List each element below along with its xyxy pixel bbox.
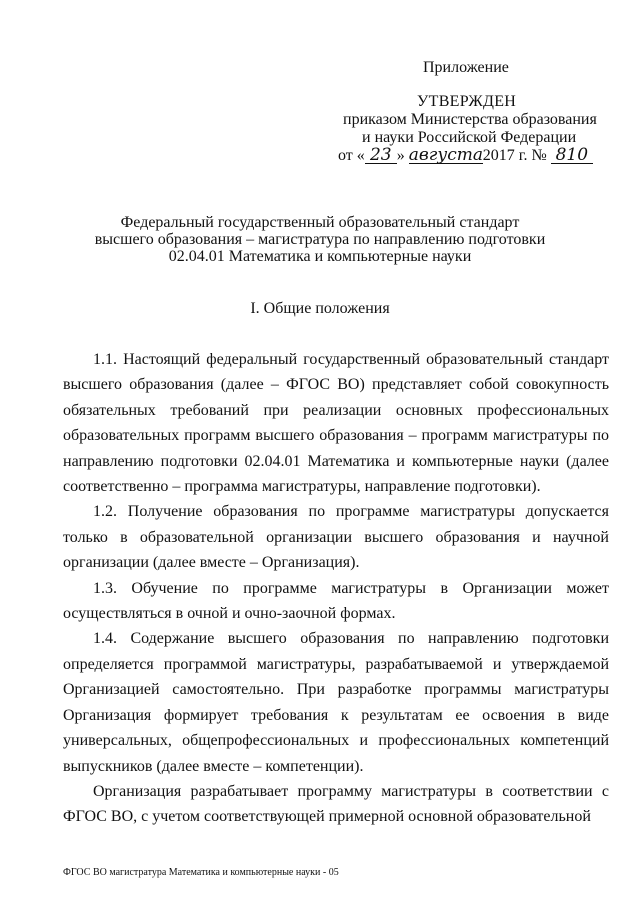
body-text <box>63 347 609 830</box>
date-prefix: от « <box>338 147 365 164</box>
order-line-1: приказом Министерства образования <box>343 111 597 128</box>
order-line-2: и науки Российской Федерации <box>362 129 577 146</box>
date-day-handwritten: 23 <box>365 147 397 164</box>
paragraph-1-4: 1.4. Содержание высшего образования по направлению подготовки определяется программой магистратуры, разрабатываемой и утверждаемой Организацией самостоятельно. При разработке программы магистратуры Организация формирует требования к результатам ее освоения в виде универсальных, общепрофессиональных и профессиональных компетенций выпускников (далее вместе – компетенции). <box>63 630 609 775</box>
approved-label: УТВЕРЖДЕН <box>417 93 517 110</box>
order-date-line <box>338 147 593 165</box>
date-year: 2017 г. № <box>482 147 547 164</box>
order-number-handwritten: 810 <box>551 147 593 164</box>
title-line-2: высшего образования – магистратура по направлению подготовки <box>94 231 546 248</box>
paragraph-1-3: 1.3. Обучение по программе магистратуры в Организации может осуществляться в очной и очно-заочной формах. <box>63 579 609 623</box>
paragraph-1-1: 1.1. Настоящий федеральный государственный образовательный стандарт высшего образования (далее – ФГОС ВО) представляет собой совокупность обязательных требований при реализации основных профессиональных образовательных программ высшего образования – программ магистратуры по направлению подготовки 02.04.01 Математика и компьютерные науки (далее соответственно – программа магистратуры, направление подготовки). <box>63 351 609 496</box>
section-heading: I. Общие положения <box>250 300 390 317</box>
title-line-3: 02.04.01 Математика и компьютерные науки <box>168 248 472 265</box>
appendix-label: Приложение <box>423 59 509 76</box>
paragraph-continued: Организация разрабатывает программу магистратуры в соответствии с ФГОС ВО, с учетом соответствующей примерной основной образовательной <box>63 782 609 826</box>
page-footer: ФГОС ВО магистратура Математика и компьютерные науки - 05 <box>63 867 339 878</box>
date-month-handwritten: августа <box>408 145 484 165</box>
date-mid: » <box>396 147 405 164</box>
title-line-1: Федеральный государственный образовательный стандарт <box>120 214 520 231</box>
paragraph-1-2: 1.2. Получение образования по программе магистратуры допускается только в образовательной организации высшего образования и научной организации (далее вместе – Организация). <box>63 503 609 572</box>
